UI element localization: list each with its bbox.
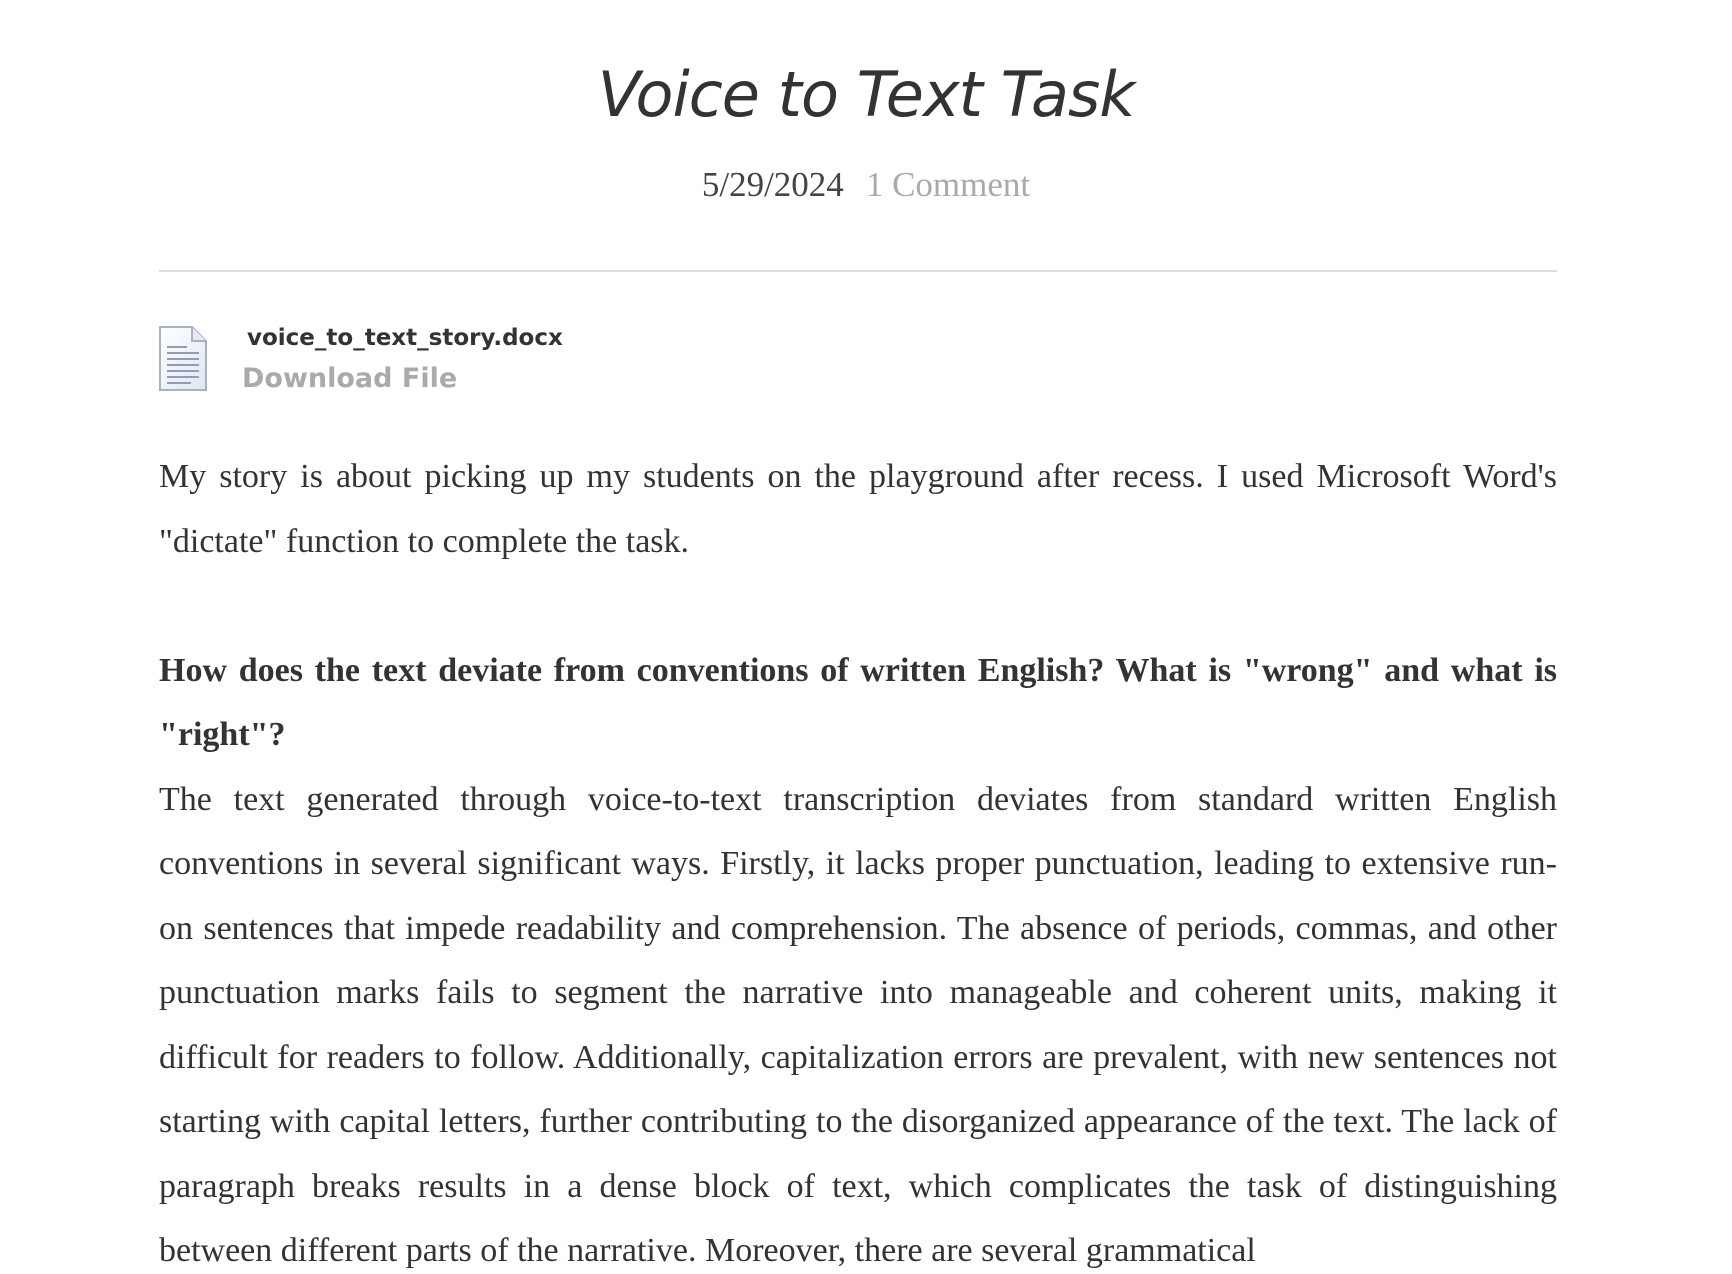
answer-paragraph: The text generated through voice-to-text transcription deviates from standard written English conventions in several significant ways. Firstly, it lacks proper punctuation, leading to extensive run-on sentences that impede readability and comprehension. The absence of periods, commas, and other punctuation marks fails to segment the narrative into manageable and coherent units, making it difficult for readers to follow. Additionally, capitalization errors are prevalent, with new sentences not starting with capital letters, further contributing to the disorganized appearance of the text. The lack of paragraph breaks results in a dense block of text, which complicates the task of distinguishing between different parts of the narrative. Moreover, there are several grammatical — [159, 780, 1557, 1269]
post-body — [159, 445, 1557, 1274]
download-file-link[interactable]: Download File — [242, 363, 458, 394]
post-title: Voice to Text Task — [597, 58, 1135, 131]
divider — [159, 270, 1557, 272]
intro-paragraph: My story is about picking up my students on the playground after recess. I used Microsoft Word's "dictate" function to complete the task. — [159, 458, 1557, 560]
document-icon[interactable] — [158, 325, 208, 392]
post-date: 5/29/2024 — [701, 165, 844, 204]
comments-link[interactable]: 1 Comment — [865, 165, 1031, 204]
file-name: voice_to_text_story.docx — [247, 325, 563, 351]
paragraph-spacer — [159, 574, 1557, 639]
question-heading: How does the text deviate from conventions of written English? What is "wrong" and what is "right"? — [159, 651, 1557, 753]
post-meta — [0, 164, 1732, 206]
